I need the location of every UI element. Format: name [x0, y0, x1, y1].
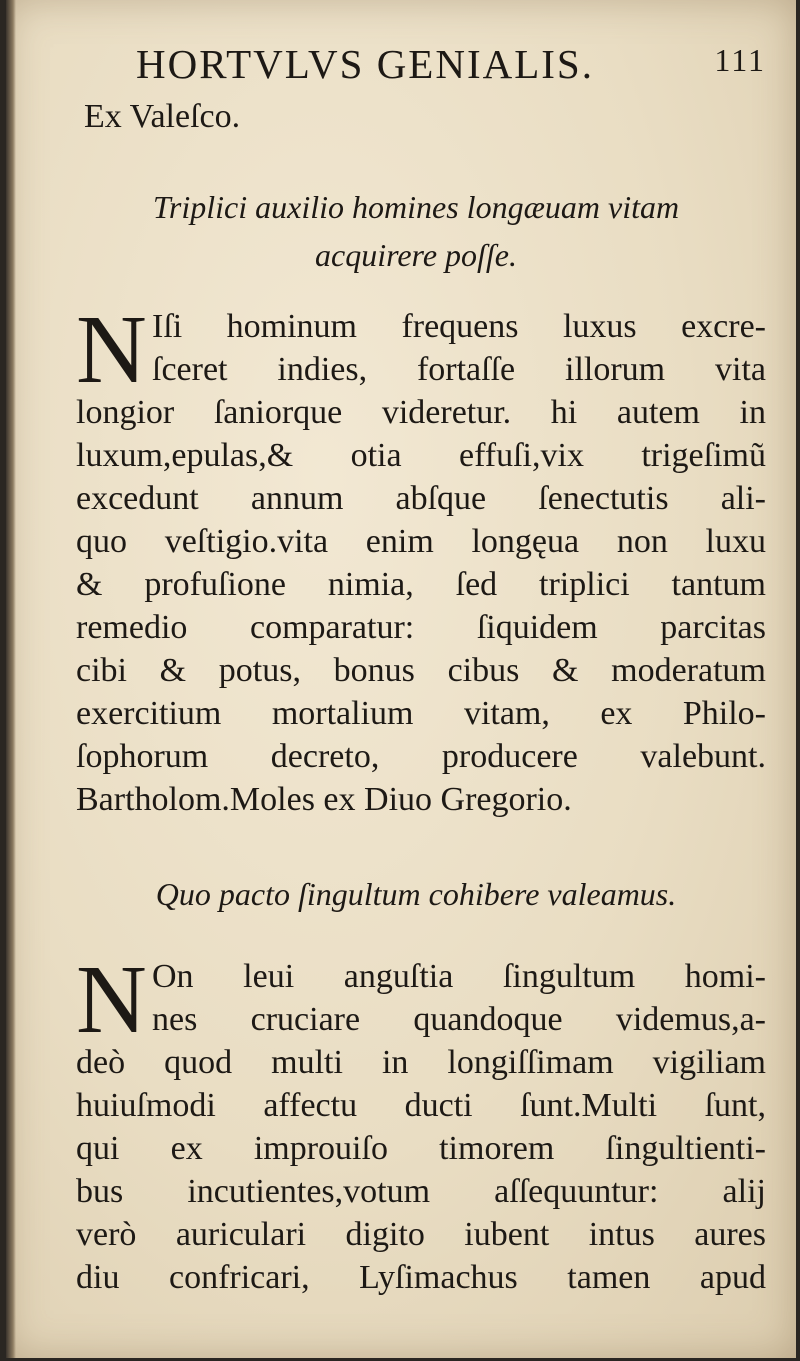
text-line: ſophorum decreto, producere valebunt. — [76, 738, 766, 775]
text-line: huiuſmodi affectu ducti ſunt.Multi ſunt, — [76, 1087, 766, 1124]
text-line: exercitium mortalium vitam, ex Philo- — [76, 695, 766, 732]
text-line: diu confricari, Lyſimachus tamen apud — [76, 1259, 766, 1296]
drop-cap: N — [76, 946, 147, 1054]
running-head — [136, 40, 776, 100]
book-page — [6, 0, 796, 1358]
text-line: ſceret indies, fortaſſe illorum vita — [152, 351, 766, 388]
section-heading-1 — [66, 183, 766, 279]
heading-line: Triplici auxilio homines longæuam vitam — [152, 189, 680, 225]
section-heading-2: Quo pacto ſingultum cohibere valeamus. — [155, 876, 677, 912]
running-title: HORTVLVS GENIALIS. — [136, 41, 594, 87]
text-line: cibi & potus, bonus cibus & moderatum — [76, 652, 766, 689]
text-line: & profuſione nimia, ſed triplici tantum — [76, 566, 766, 603]
text-line: nes cruciare quandoque videmus,a- — [152, 1001, 766, 1038]
text-line: deò quod multi in longiſſimam vigiliam — [76, 1044, 766, 1081]
text-line: remedio comparatur: ſiquidem parcitas — [76, 609, 766, 646]
paragraph-1 — [76, 296, 766, 821]
heading-line: acquirere poſſe. — [314, 237, 517, 273]
text-line: verò auriculari digito iubent intus aures — [76, 1216, 766, 1253]
text-line: luxum,epulas,& otia effuſi,vix trigeſimũ — [76, 437, 766, 474]
text-line: On leui anguſtia ſingultum homi- — [152, 958, 766, 995]
text-line: longior ſaniorque videretur. hi autem in — [76, 394, 766, 431]
text-line: excedunt annum abſque ſenectutis ali- — [76, 480, 766, 517]
text-line: Iſi hominum frequens luxus excre- — [152, 308, 766, 345]
text-line: qui ex improuiſo timorem ſingultienti- — [76, 1130, 766, 1167]
drop-cap: N — [76, 296, 147, 404]
binding-shadow — [6, 0, 16, 1358]
text-line: Bartholom.Moles ex Diuo Gregorio. — [76, 781, 572, 818]
text-line: bus incutientes,votum aſſequuntur: alij — [76, 1173, 766, 1210]
page-number: 111 — [714, 42, 766, 78]
text-line: quo veſtigio.vita enim longęua non luxu — [76, 523, 766, 560]
paragraph-2 — [76, 946, 766, 1299]
source-attribution: Ex Valeſco. — [84, 98, 241, 135]
